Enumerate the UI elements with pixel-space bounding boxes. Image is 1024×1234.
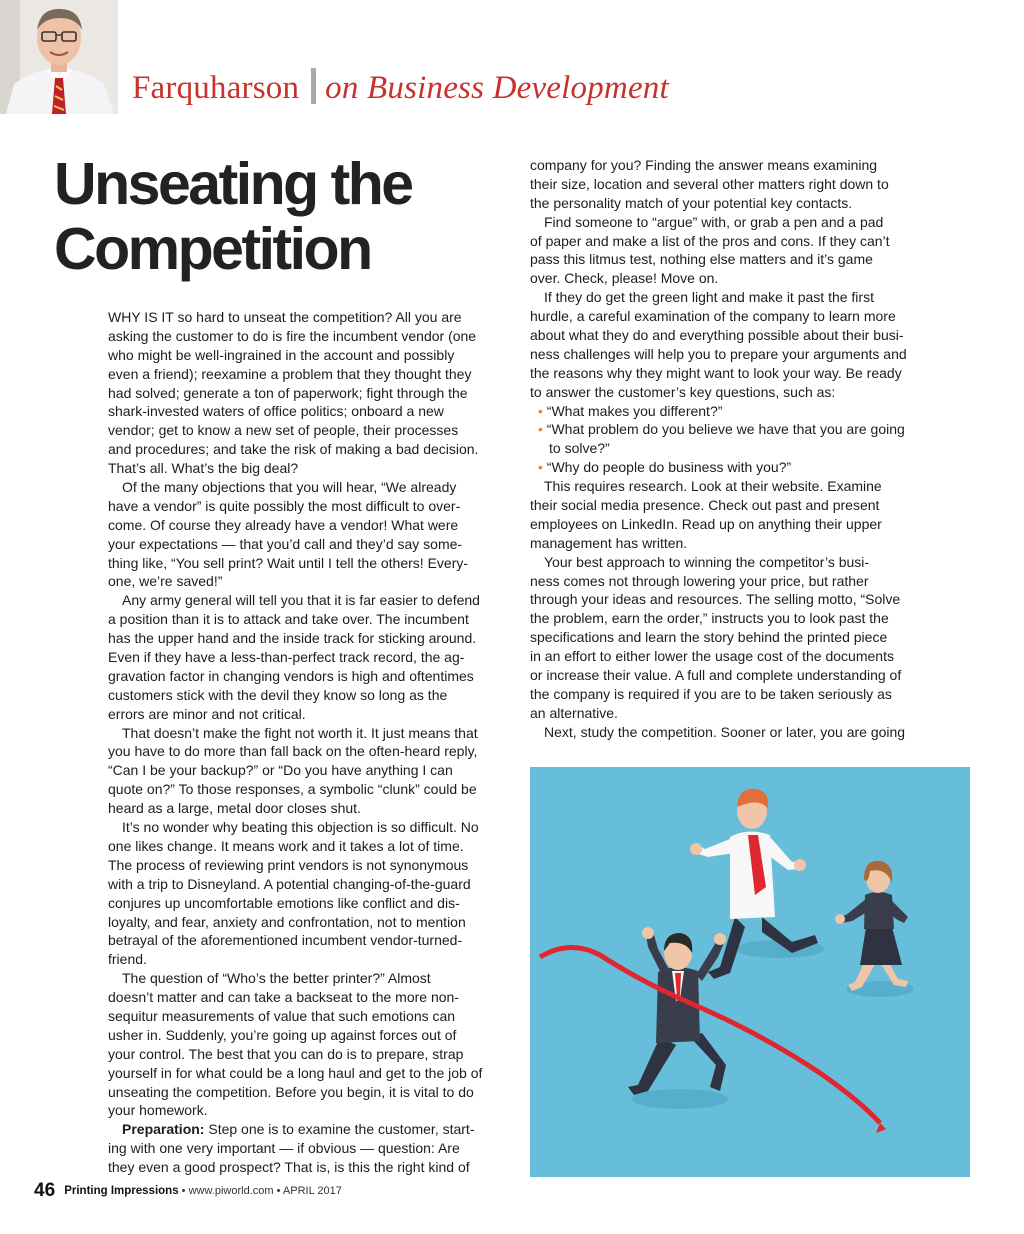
line-text: over. Check, please! Move on. xyxy=(530,270,719,287)
line-text: the personality match of your potential key contacts. xyxy=(530,194,853,211)
line-text: your homework. xyxy=(108,1102,208,1119)
text-line xyxy=(108,1120,498,1139)
text-line xyxy=(530,685,920,704)
line-text: who might be well-ingrained in the account and possibly xyxy=(108,346,455,363)
text-line xyxy=(108,875,498,894)
line-text: doesn’t matter and can take a backseat to the more non- xyxy=(108,989,459,1006)
line-text: That’s all. What’s the big deal? xyxy=(108,460,299,477)
line-text: asking the customer to do is fire the incumbent vendor (one xyxy=(108,327,477,344)
text-line xyxy=(530,647,920,666)
text-line xyxy=(530,609,920,628)
line-text: shark-invested waters of office politics; onboard a new xyxy=(108,403,444,420)
line-text: Step one is to examine the customer, start- xyxy=(204,1121,475,1138)
text-line xyxy=(530,326,920,345)
line-text: has the upper hand and the inside track for sticking around. xyxy=(108,630,477,647)
line-text: “Why do people do business with you?” xyxy=(546,459,792,476)
line-text: errors are minor and not critical. xyxy=(108,705,306,722)
publication-name: Printing Impressions xyxy=(64,1185,179,1197)
text-line xyxy=(108,894,498,913)
page-number: 46 xyxy=(34,1180,56,1201)
text-line xyxy=(530,420,920,439)
text-line xyxy=(530,704,920,723)
line-text: specifications and learn the story behind the printed piece xyxy=(530,629,888,646)
line-text: with a trip to Disneyland. A potential changing-of-the-guard xyxy=(108,875,471,892)
text-line xyxy=(530,383,920,402)
text-line xyxy=(108,629,498,648)
line-text: their size, location and several other matters right down to xyxy=(530,175,889,192)
line-text: about what they do and everything possible about their busi- xyxy=(530,327,904,344)
line-text: Your best approach to winning the competitor’s busi- xyxy=(544,553,870,570)
text-line xyxy=(530,666,920,685)
masthead-divider xyxy=(311,68,316,104)
bullet-icon: • xyxy=(538,459,547,476)
article-body-right-column xyxy=(530,156,920,742)
line-text: employees on LinkedIn. Read up on anything their upper xyxy=(530,515,882,532)
text-line xyxy=(108,780,498,799)
line-text: pass this litmus test, nothing else matters and it’s game xyxy=(530,251,873,268)
text-line xyxy=(530,515,920,534)
line-text: or increase their value. A full and complete understanding of xyxy=(530,667,902,684)
text-line xyxy=(530,175,920,194)
line-text: Find someone to “argue” with, or grab a pen and a pad xyxy=(544,213,884,230)
text-line xyxy=(108,421,498,440)
headline-line-2: Competition xyxy=(54,216,371,282)
text-line xyxy=(108,516,498,535)
author-photo xyxy=(0,0,118,114)
line-text: This requires research. Look at their website. Examine xyxy=(544,478,882,495)
text-line xyxy=(108,988,498,1007)
text-line xyxy=(108,1045,498,1064)
text-line xyxy=(530,194,920,213)
text-line xyxy=(530,364,920,383)
text-line xyxy=(108,459,498,478)
text-line xyxy=(108,478,498,497)
text-line xyxy=(108,591,498,610)
text-line xyxy=(108,761,498,780)
line-text: of paper and make a list of the pros and cons. If they can’t xyxy=(530,232,890,249)
text-line xyxy=(108,346,498,365)
text-line xyxy=(530,534,920,553)
line-text: your control. The best that you can do is to prepare, strap xyxy=(108,1045,464,1062)
line-text: customers stick with the devil they know so long as the xyxy=(108,686,448,703)
text-line xyxy=(108,648,498,667)
line-text: ness comes not through lowering your price, but rather xyxy=(530,572,869,589)
publication-url: www.piworld.com xyxy=(188,1185,274,1197)
line-text: usher in. Suddenly, you’re going up against forces out of xyxy=(108,1026,457,1043)
line-text: come. Of course they already have a vendor! What were xyxy=(108,516,459,533)
line-text: loyalty, and fear, anxiety and confrontation, not to mention xyxy=(108,913,466,930)
author-portrait xyxy=(0,0,118,114)
text-line xyxy=(108,308,498,327)
text-line xyxy=(530,439,920,458)
text-line xyxy=(530,307,920,326)
text-line xyxy=(530,590,920,609)
line-text: had solved; generate a ton of paperwork; fight through the xyxy=(108,384,468,401)
line-text: sequitur measurements of value that such emotions can xyxy=(108,1007,456,1024)
text-line xyxy=(530,269,920,288)
line-text: management has written. xyxy=(530,534,688,551)
line-text: heard as a large, metal door closes shut. xyxy=(108,800,361,817)
race-illustration xyxy=(530,767,970,1177)
line-text: Even if they have a less-than-perfect track record, the ag- xyxy=(108,649,465,666)
line-text: unseating the competition. Before you begin, it is vital to do xyxy=(108,1083,474,1100)
line-text: thing like, “You sell print? Wait until I tell the others! Every- xyxy=(108,554,469,571)
line-text: “Can I be your backup?” or “Do you have anything I can xyxy=(108,762,453,779)
runner-woman xyxy=(835,861,908,991)
line-text: betrayal of the aforementioned incumbent vendor-turned- xyxy=(108,932,463,949)
line-text: one likes change. It means work and it takes a lot of time. xyxy=(108,837,464,854)
text-line xyxy=(108,1064,498,1083)
line-text: you have to do more than fall back on the often-heard reply, xyxy=(108,743,478,760)
text-line xyxy=(108,610,498,629)
text-line xyxy=(108,384,498,403)
text-line xyxy=(530,250,920,269)
line-text: your expectations — that you’d call and they’d say some- xyxy=(108,535,463,552)
text-line xyxy=(108,818,498,837)
article-body-left-column xyxy=(108,308,498,1177)
text-line xyxy=(530,628,920,647)
line-text: to answer the customer’s key questions, such as: xyxy=(530,383,836,400)
text-line xyxy=(108,1158,498,1177)
footer-bullet: • xyxy=(276,1185,281,1197)
text-line xyxy=(108,365,498,384)
page-footer xyxy=(34,1180,342,1202)
text-line xyxy=(108,402,498,421)
finish-line-illustration xyxy=(530,767,970,1177)
line-text: the reasons why they might want to look your way. Be ready xyxy=(530,364,902,381)
text-line xyxy=(108,705,498,724)
bullet-icon: • xyxy=(538,402,547,419)
text-line xyxy=(108,497,498,516)
text-line xyxy=(530,496,920,515)
line-text: a position than it is to attack and take over. The incumbent xyxy=(108,611,469,628)
line-text: Of the many objections that you will hear, “We already xyxy=(122,479,457,496)
line-text: “What problem do you believe we have that you are going xyxy=(546,421,905,438)
text-line xyxy=(108,1101,498,1120)
line-text: quote on?” To those responses, a symbolic “clunk” could be xyxy=(108,781,477,798)
text-line xyxy=(530,213,920,232)
line-text: The question of “Who’s the better printer?” Almost xyxy=(122,970,431,987)
text-line xyxy=(108,799,498,818)
headline-line-1: Unseating the xyxy=(54,151,412,217)
line-text: one, we’re saved!” xyxy=(108,573,223,590)
line-text: their social media presence. Check out past and present xyxy=(530,497,880,514)
article-headline xyxy=(54,152,494,282)
line-text: ing with one very important — if obvious — question: Are xyxy=(108,1140,460,1157)
line-text: they even a good prospect? That is, is this the right kind of xyxy=(108,1159,470,1176)
text-line xyxy=(530,288,920,307)
text-line xyxy=(108,856,498,875)
line-text: even a friend); reexamine a problem that they thought they xyxy=(108,365,472,382)
line-text: to solve?” xyxy=(549,440,610,457)
line-text: WHY IS IT so hard to unseat the competition? All you are xyxy=(108,309,462,325)
line-text: “What makes you different?” xyxy=(546,402,723,419)
line-text: company for you? Finding the answer means examining xyxy=(530,157,878,173)
text-line xyxy=(108,1026,498,1045)
text-line xyxy=(530,402,920,421)
issue-date: APRIL 2017 xyxy=(282,1185,342,1197)
line-text: ness challenges will help you to prepare your arguments and xyxy=(530,345,907,362)
text-line xyxy=(108,1139,498,1158)
line-text: the problem, earn the order,” instructs you to look past the xyxy=(530,610,889,627)
text-line xyxy=(108,724,498,743)
text-line xyxy=(108,686,498,705)
line-text: hurdle, a careful examination of the company to learn more xyxy=(530,308,896,325)
author-name: Farquharson xyxy=(132,70,300,106)
text-line xyxy=(530,572,920,591)
text-line xyxy=(530,458,920,477)
text-line xyxy=(530,723,920,742)
footer-bullet: • xyxy=(181,1185,186,1197)
column-masthead xyxy=(132,68,669,107)
line-text: conjures up uncomfortable emotions like conflict and dis- xyxy=(108,894,460,911)
line-text: It’s no wonder why beating this objection is so difficult. No xyxy=(122,819,479,836)
text-line xyxy=(108,742,498,761)
line-text: in an effort to either lower the usage cost of the documents xyxy=(530,648,894,665)
line-text: That doesn’t make the fight not worth it. It just means that xyxy=(122,724,478,741)
text-line xyxy=(108,554,498,573)
text-line xyxy=(108,950,498,969)
line-text: have a vendor” is quite possibly the most difficult to over- xyxy=(108,497,461,514)
text-line xyxy=(108,327,498,346)
text-line xyxy=(530,345,920,364)
text-line xyxy=(108,1083,498,1102)
line-text: through your ideas and resources. The selling motto, “Solve xyxy=(530,591,901,608)
bullet-icon: • xyxy=(538,421,547,438)
line-text: an alternative. xyxy=(530,704,618,721)
text-line xyxy=(530,477,920,496)
text-line xyxy=(530,156,920,175)
line-text: friend. xyxy=(108,951,147,968)
text-line xyxy=(108,1007,498,1026)
line-text: yourself in for what could be a long haul and get to the job of xyxy=(108,1064,483,1081)
column-title: on Business Development xyxy=(325,70,669,106)
text-line xyxy=(108,667,498,686)
subhead-keyword: Preparation: xyxy=(122,1121,205,1138)
text-line xyxy=(108,969,498,988)
line-text: the company is required if you are to be taken seriously as xyxy=(530,685,892,702)
line-text: gravation factor in changing vendors is high and oftentimes xyxy=(108,667,474,684)
line-text: and procedures; and take the risk of making a bad decision. xyxy=(108,441,479,458)
line-text: Next, study the competition. Sooner or later, you are going xyxy=(544,723,906,740)
text-line xyxy=(108,440,498,459)
line-text: The process of reviewing print vendors is not synonymous xyxy=(108,856,469,873)
line-text: vendor; get to know a new set of people, their processes xyxy=(108,422,459,439)
text-line xyxy=(108,913,498,932)
text-line xyxy=(108,572,498,591)
text-line xyxy=(108,931,498,950)
line-text: If they do get the green light and make it past the first xyxy=(544,289,874,306)
text-line xyxy=(108,837,498,856)
text-line xyxy=(108,535,498,554)
text-line xyxy=(530,553,920,572)
line-text: Any army general will tell you that it is far easier to defend xyxy=(122,592,480,609)
text-line xyxy=(530,232,920,251)
